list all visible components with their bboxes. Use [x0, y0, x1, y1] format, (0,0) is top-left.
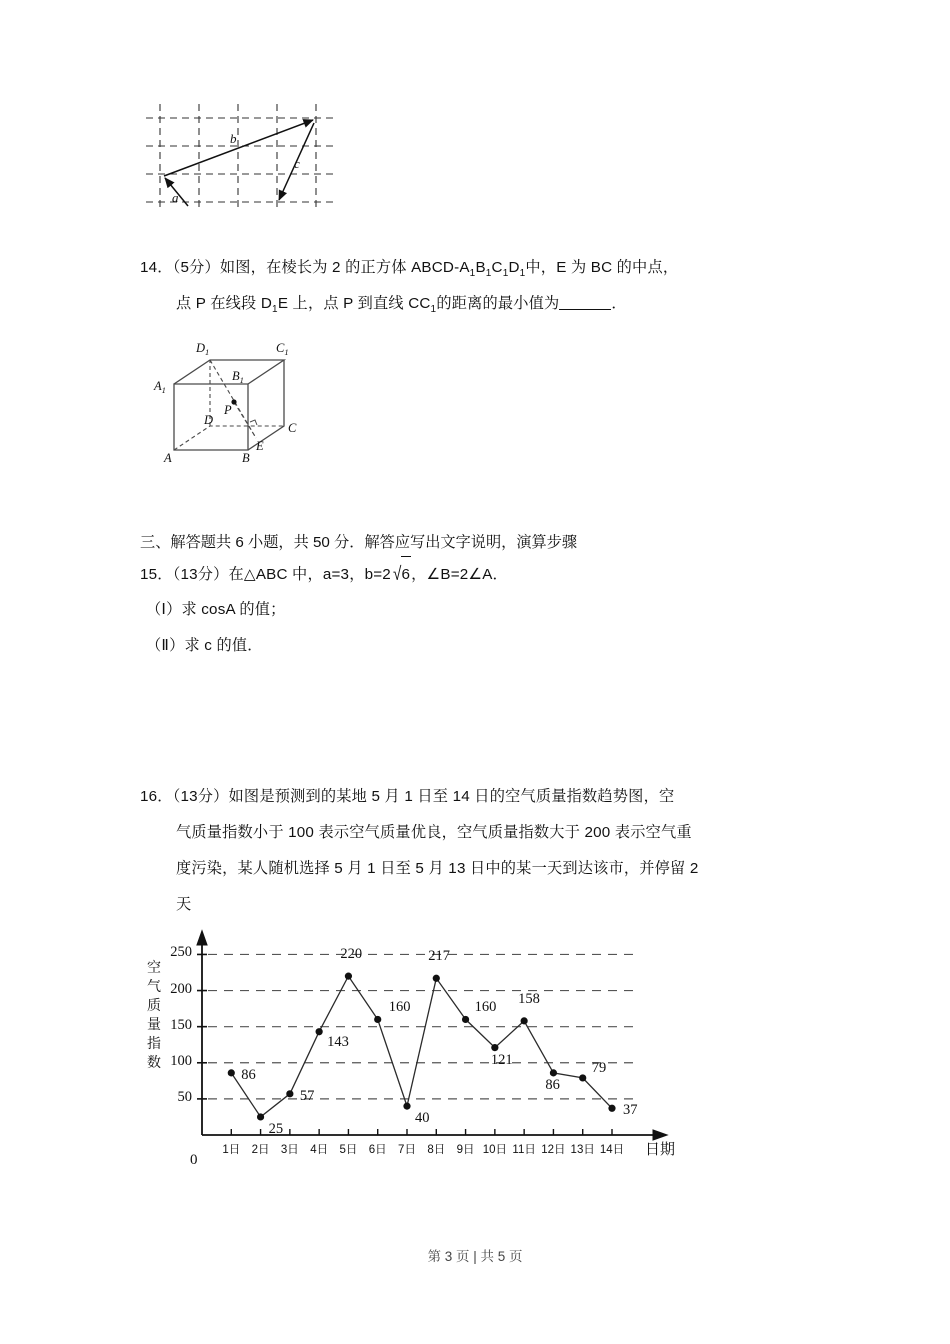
cube-vertex-C: C — [288, 421, 297, 435]
chart-x-tick-11: 11日 — [512, 1144, 536, 1156]
grid-vector-figure — [142, 98, 342, 216]
chart-y-axis-title-char-6: 数 — [147, 1054, 161, 1070]
cube-vertex-D: D — [204, 413, 214, 427]
chart-point-label-13: 79 — [591, 1059, 607, 1076]
chart-x-tick-4: 4日 — [310, 1144, 329, 1156]
chart-x-tick-14: 14日 — [599, 1144, 625, 1156]
question-15-points: （13分） — [172, 566, 229, 583]
vector-label-a: a — [172, 190, 179, 205]
cube-vertex-C1: $C_1$ — [276, 341, 289, 357]
question-16-number: 16． — [140, 788, 173, 805]
question-15-stem: 15．（13分）在△ABC 中，a=3，b=2 √6，∠B=2∠A． — [140, 556, 508, 593]
cube-vertex-B: B — [242, 451, 250, 462]
vector-label-c: c — [294, 156, 300, 171]
chart-x-tick-2: 2日 — [251, 1144, 270, 1156]
question-16-line-3: 度污染，某人随机选择 5 月 1 日至 5 月 13 日中的某一天到达该市，并停留 2 — [176, 860, 699, 877]
chart-x-tick-10: 10日 — [482, 1144, 507, 1156]
question-15-number: 15． — [140, 566, 173, 583]
chart-y-axis-title-char-1: 空 — [147, 959, 161, 975]
cube-figure — [152, 322, 320, 462]
cube-point-P: P — [224, 403, 232, 417]
cube-vertex-A: A — [164, 451, 172, 462]
chart-point-label-14: 37 — [623, 1102, 638, 1119]
chart-x-tick-13: 13日 — [570, 1144, 595, 1156]
chart-y-tick-250: 250 — [170, 944, 192, 961]
chart-point-label-10: 121 — [490, 1051, 513, 1068]
chart-x-tick-1: 1日 — [222, 1144, 241, 1156]
chart-x-tick-9: 9日 — [456, 1144, 475, 1156]
chart-y-tick-200: 200 — [170, 980, 192, 997]
vector-label-b: b — [230, 131, 237, 146]
cube-vertex-D1: $D_1$ — [196, 341, 210, 357]
chart-point-label-8: 217 — [428, 948, 451, 965]
chart-point-label-11: 158 — [518, 990, 540, 1007]
page-footer: 第 3 页 | 共 5 页 — [427, 1249, 523, 1264]
chart-y-axis-title-char-4: 量 — [147, 1016, 161, 1032]
question-16-line-2: 气质量指数小于 100 表示空气质量优良，空气质量指数大于 200 表示空气重 — [176, 824, 692, 841]
chart-point-label-4: 143 — [327, 1033, 349, 1050]
chart-point-label-1: 86 — [241, 1066, 256, 1083]
chart-x-tick-5: 5日 — [339, 1144, 358, 1156]
question-14-points: （5分） — [172, 259, 220, 276]
cube-vertex-A1: $A_1$ — [154, 379, 166, 395]
question-14-line-2: 点 P 在线段 $D_1E$ 上，点 P 到直线 $CC_1$的距离的最小值为 ． — [176, 295, 627, 316]
question-16-line-4: 天 — [176, 896, 192, 913]
chart-point-label-2: 25 — [268, 1120, 284, 1137]
cube-vertex-B1: $B_1$ — [232, 369, 244, 385]
chart-x-tick-7: 7日 — [398, 1144, 416, 1156]
chart-point-label-12: 86 — [545, 1076, 560, 1093]
chart-y-tick-150: 150 — [170, 1016, 192, 1033]
air-quality-line-chart — [140, 920, 720, 1190]
chart-origin-label: 0 — [190, 1152, 198, 1168]
chart-point-label-7: 40 — [415, 1110, 430, 1127]
chart-point-label-3: 57 — [299, 1087, 315, 1104]
answer-blank-14 — [559, 296, 611, 310]
chart-y-axis-title-char-3: 质 — [147, 997, 161, 1013]
chart-point-label-9: 160 — [474, 999, 497, 1016]
chart-x-tick-8: 8日 — [427, 1144, 446, 1156]
chart-y-tick-100: 100 — [170, 1052, 192, 1069]
section-3-heading: 三、解答题共 6 小题，共 50 分．解答应写出文字说明，演算步骤 — [140, 534, 578, 551]
chart-x-axis-title: 日期 — [645, 1141, 676, 1158]
chart-y-axis-title-char-5: 指 — [147, 1035, 161, 1051]
question-16-points: （13分） — [172, 788, 229, 805]
question-14-line-1: 14．（5分）如图，在棱长为 2 的正方体 $ABCD‑A_1B_1C_1D_1$中，E 为 BC 的中点， — [140, 259, 679, 280]
chart-point-label-5: 220 — [340, 946, 363, 963]
question-16-line-1: 16．（13分）如图是预测到的某地 5 月 1 日至 14 日的空气质量指数趋势图，空 — [140, 788, 675, 805]
question-15-part-1: （Ⅰ）求 cosA 的值； — [146, 601, 286, 618]
chart-x-tick-6: 6日 — [368, 1144, 387, 1156]
chart-x-tick-12: 12日 — [541, 1144, 566, 1156]
cube-point-P-marker — [231, 399, 236, 404]
chart-x-tick-3: 3日 — [280, 1144, 299, 1156]
sqrt-expression: √6 — [391, 556, 411, 593]
question-15-part-2: （Ⅱ）求 c 的值． — [146, 637, 263, 654]
chart-point-label-6: 160 — [388, 999, 411, 1016]
chart-y-tick-50: 50 — [177, 1088, 192, 1105]
chart-y-axis-title-char-2: 气 — [147, 978, 161, 994]
cube-point-E: E — [256, 439, 264, 453]
question-14-number: 14． — [140, 259, 173, 276]
